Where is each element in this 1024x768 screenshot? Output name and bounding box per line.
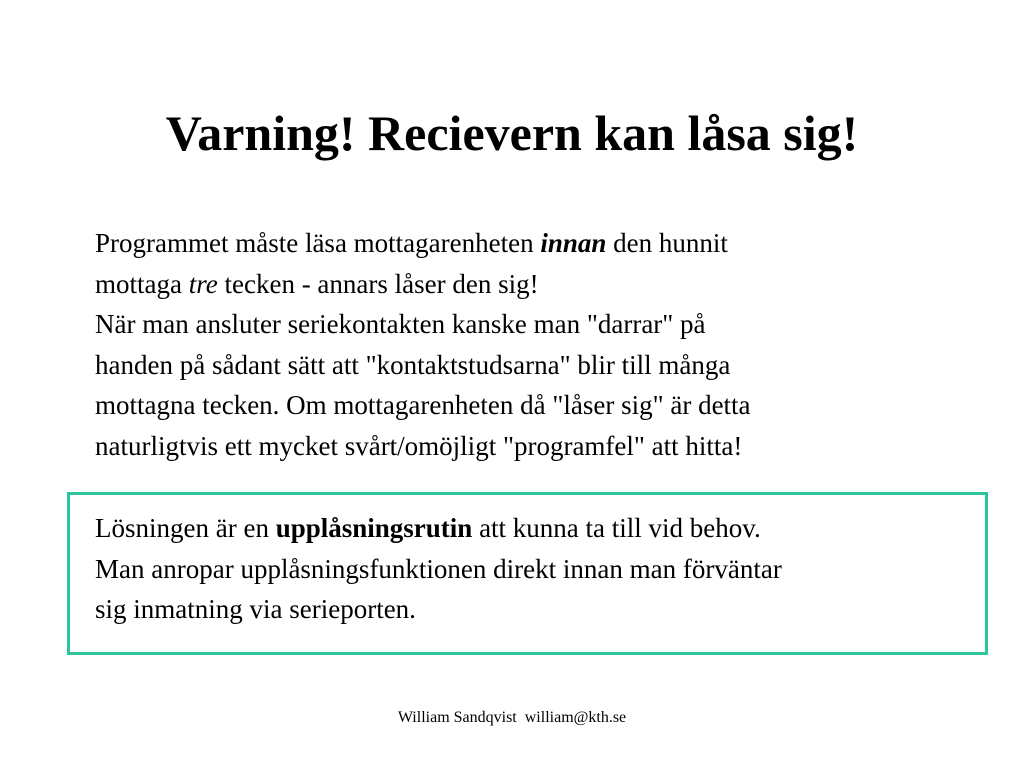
slide-footer: [0, 708, 1024, 728]
paragraph-text: Programmet måste läsa mottagarenheten: [95, 228, 541, 258]
paragraph-text: tecken - annars låser den sig!: [217, 268, 539, 299]
paragraph-text: den hunnit: [606, 228, 728, 258]
paragraph-text: mottaga: [95, 268, 189, 299]
solution-paragraph: [95, 508, 975, 630]
emphasis-innan: innan: [540, 228, 607, 258]
emphasis-tre: tre: [188, 268, 218, 299]
footer-author: William Sandqvist: [397, 709, 517, 726]
paragraph-text: handen på sådant sätt att "kontaktstudsarna" blir till många: [95, 349, 731, 380]
paragraph-text: naturligtvis ett mycket svårt/omöjligt "programfel" att hitta!: [95, 430, 743, 461]
paragraph-text: sig inmatning via serieporten.: [95, 594, 416, 624]
paragraph-text: Man anropar upplåsningsfunktionen direkt innan man förväntar: [95, 553, 782, 584]
paragraph-text: Lösningen är en: [95, 513, 276, 543]
footer-email: william@kth.se: [524, 709, 627, 726]
paragraph-text: När man ansluter seriekontakten kanske man "darrar" på: [95, 309, 706, 339]
paragraph-text: mottagna tecken. Om mottagarenheten då "låser sig" är detta: [95, 390, 751, 420]
warning-paragraph: [95, 223, 975, 466]
emphasis-upplasningsrutin: upplåsningsrutin: [275, 513, 473, 543]
slide-title: Varning! Recievern kan låsa sig!: [165, 105, 859, 161]
paragraph-text: att kunna ta till vid behov.: [472, 513, 761, 543]
